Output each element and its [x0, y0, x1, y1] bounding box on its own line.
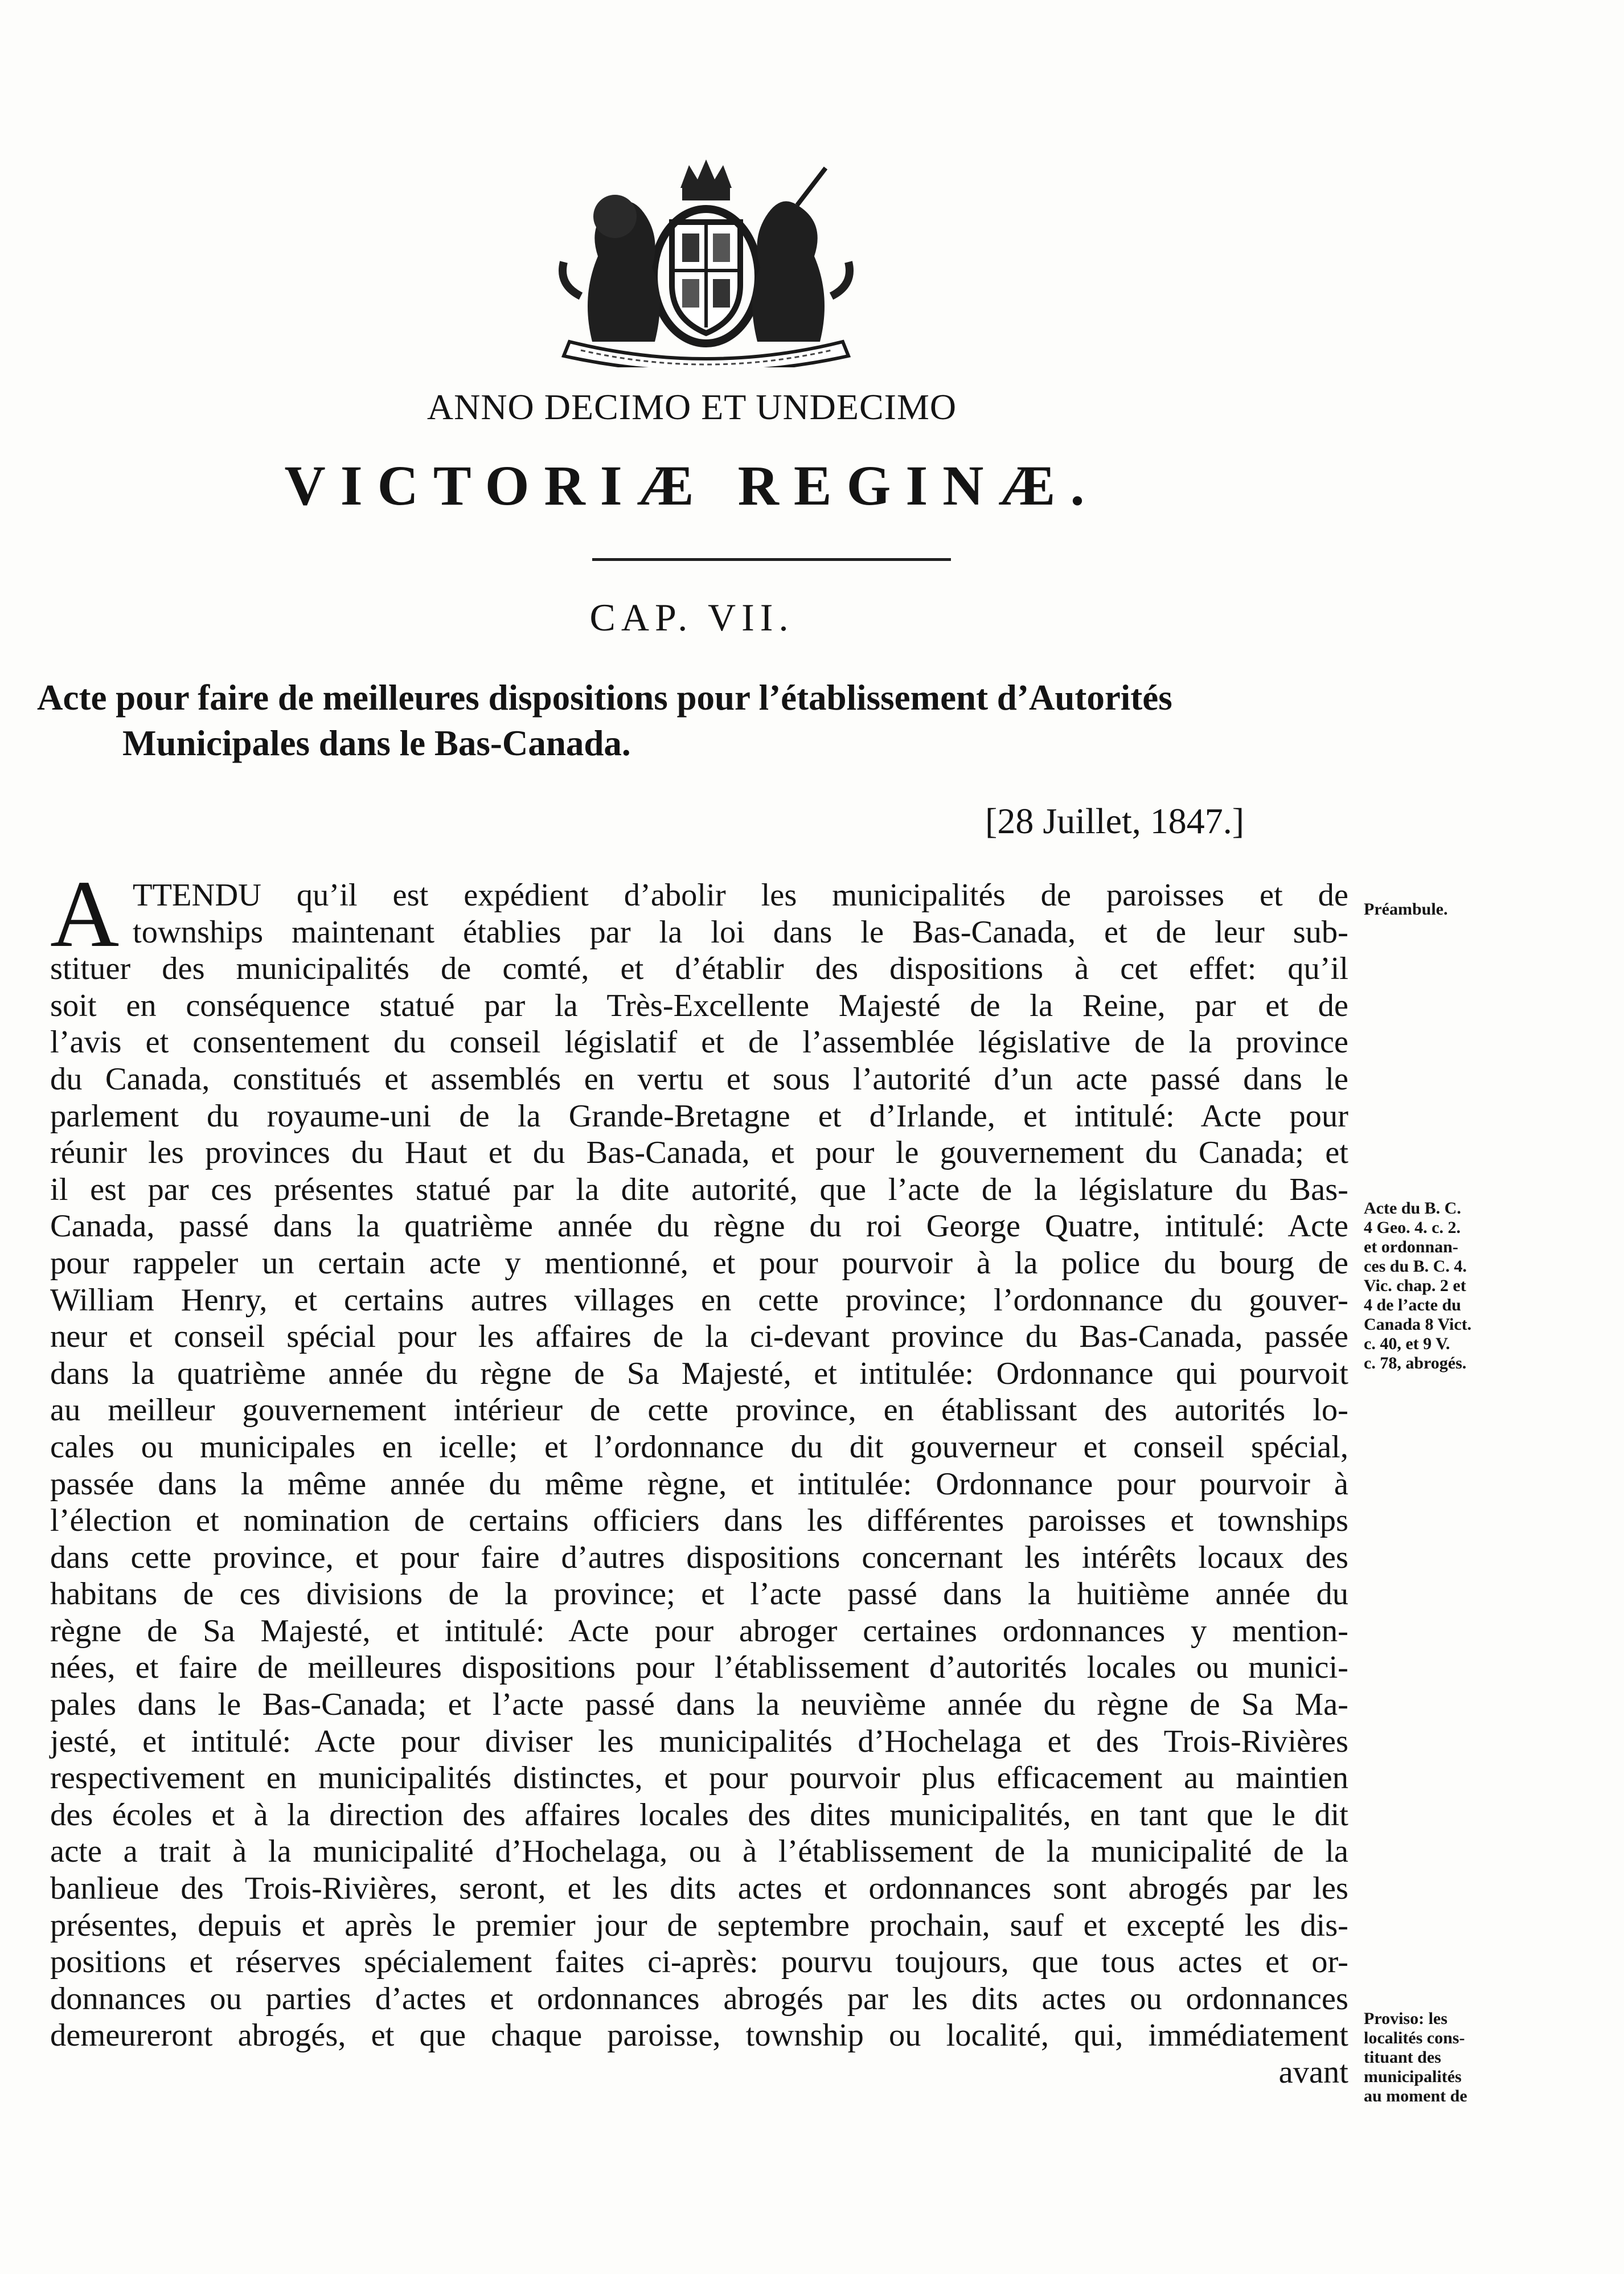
margin-note-line: et ordonnan- — [1364, 1238, 1458, 1256]
act-title-line-2: Municipales dans le Bas-Canada. — [122, 723, 631, 763]
body-line: parlement du royaume-uni de la Grande-Bretagne et d’Irlande, et intitulé: Acte pour — [50, 1098, 1348, 1134]
body-line: dans cette province, et pour faire d’autres dispositions concernant les intérêts locaux des — [50, 1539, 1348, 1575]
margin-note-line: c. 40, et 9 V. — [1364, 1334, 1450, 1353]
margin-note-line: Acte du B. C. — [1364, 1199, 1461, 1218]
body-line: au meilleur gouvernement intérieur de cette province, en établissant des autorités lo- — [50, 1392, 1348, 1428]
preamble-body — [50, 877, 1348, 2091]
body-line: pour rappeler un certain acte y mentionné, et pour pourvoir à la police du bourg de — [50, 1245, 1348, 1281]
margin-note-line: Proviso: les — [1364, 2009, 1447, 2028]
margin-note-line: Vic. chap. 2 et — [1364, 1276, 1466, 1295]
body-line: présentes, depuis et après le premier jour de septembre prochain, sauf et excepté les dis- — [50, 1907, 1348, 1943]
margin-note-line: localités cons- — [1364, 2029, 1465, 2047]
body-line: positions et réserves spécialement faites ci-après: pourvu toujours, que tous actes et or- — [50, 1944, 1348, 1980]
margin-note-line: au moment de — [1364, 2087, 1467, 2105]
act-title-line-1: Acte pour faire de meilleures dispositions pour l’établissement d’Autorités — [37, 678, 1172, 718]
body-line: réunir les provinces du Haut et du Bas-Canada, et pour le gouvernement du Canada; et — [50, 1135, 1348, 1171]
margin-note-proviso — [1364, 2009, 1535, 2106]
body-line: TTENDU qu’il est expédient d’abolir les municipalités de paroisses et de — [133, 878, 1348, 913]
body-line: avant — [1278, 2055, 1348, 2090]
sovereign-heading: VICTORIÆ REGINÆ. — [284, 454, 1100, 517]
regnal-year-heading: ANNO DECIMO ET UNDECIMO — [426, 387, 957, 427]
margin-note-line: tituant des — [1364, 2048, 1441, 2067]
body-line: acte a trait à la municipalité d’Hochelaga, ou à l’établissement de la municipalité de la — [50, 1834, 1348, 1870]
body-line: dans la quatrième année du règne de Sa Majesté, et intitulée: Ordonnance qui pourvoit — [50, 1355, 1348, 1391]
margin-note-line: 4 de l’acte du — [1364, 1296, 1461, 1314]
body-line: pales dans le Bas-Canada; et l’acte passé dans la neuvième année du règne de Sa Ma- — [50, 1687, 1348, 1723]
drop-cap: A — [50, 861, 120, 967]
body-line: des écoles et à la direction des affaires locales des dites municipalités, en tant que le dit — [50, 1797, 1348, 1833]
body-line: stituer des municipalités de comté, et d’établir des dispositions à cet effet: qu’il — [50, 951, 1348, 987]
body-line: townships maintenant établies par la loi dans le Bas-Canada, et de leur sub- — [133, 914, 1348, 950]
body-line: règne de Sa Majesté, et intitulé: Acte pour abroger certaines ordonnances y mention- — [50, 1613, 1348, 1649]
margin-note-line: municipalités — [1364, 2067, 1462, 2086]
heading-divider — [592, 558, 951, 561]
act-title — [37, 675, 1358, 766]
assent-date: [28 Juillet, 1847.] — [985, 801, 1245, 841]
body-line: respectivement en municipalités distinctes, et pour pourvoir plus efficacement au maintien — [50, 1760, 1348, 1796]
margin-note-acts-repealed — [1364, 1199, 1535, 1373]
body-line: donnances ou parties d’actes et ordonnances abrogés par les dits actes ou ordonnances — [50, 1981, 1348, 2017]
body-line: jesté, et intitulé: Acte pour diviser les municipalités d’Hochelaga et des Trois-Rivières — [50, 1723, 1348, 1759]
chapter-number: CAP. VII. — [589, 596, 794, 639]
margin-note-line: 4 Geo. 4. c. 2. — [1364, 1218, 1461, 1237]
body-line: habitans de ces divisions de la province; et l’acte passé dans la huitième année du — [50, 1576, 1348, 1612]
body-line: demeureront abrogés, et que chaque paroisse, township ou localité, qui, immédiatement — [50, 2018, 1348, 2054]
margin-note-line: Canada 8 Vict. — [1364, 1315, 1472, 1334]
body-line: neur et conseil spécial pour les affaires de la ci-devant province du Bas-Canada, passée — [50, 1319, 1348, 1355]
royal-coat-of-arms-icon — [547, 154, 866, 367]
body-line: l’avis et consentement du conseil législatif et de l’assemblée législative de la province — [50, 1025, 1348, 1060]
margin-note-line: ces du B. C. 4. — [1364, 1257, 1467, 1276]
body-line: soit en conséquence statué par la Très-Excellente Majesté de la Reine, par et de — [50, 988, 1348, 1023]
body-line: nées, et faire de meilleures dispositions pour l’établissement d’autorités locales ou munici- — [50, 1650, 1348, 1686]
margin-note-preamble: Préambule. — [1364, 900, 1448, 919]
body-line: l’élection et nomination de certains officiers dans les différentes paroisses et townships — [50, 1503, 1348, 1539]
body-line: William Henry, et certains autres villages en cette province; l’ordonnance du gouver- — [50, 1282, 1348, 1318]
body-line: Canada, passé dans la quatrième année du règne du roi George Quatre, intitulé: Acte — [50, 1208, 1348, 1244]
body-line: passée dans la même année du même règne, et intitulée: Ordonnance pour pourvoir à — [50, 1466, 1348, 1502]
body-line: du Canada, constitués et assemblés en vertu et sous l’autorité d’un acte passé dans le — [50, 1061, 1348, 1097]
body-line: il est par ces présentes statué par la dite autorité, que l’acte de la législature du Bas- — [50, 1171, 1348, 1207]
margin-note-line: c. 78, abrogés. — [1364, 1354, 1467, 1372]
body-line: cales ou municipales en icelle; et l’ordonnance du dit gouverneur et conseil spécial, — [50, 1429, 1348, 1465]
body-line: banlieue des Trois-Rivières, seront, et les dits actes et ordonnances sont abrogés par les — [50, 1871, 1348, 1907]
